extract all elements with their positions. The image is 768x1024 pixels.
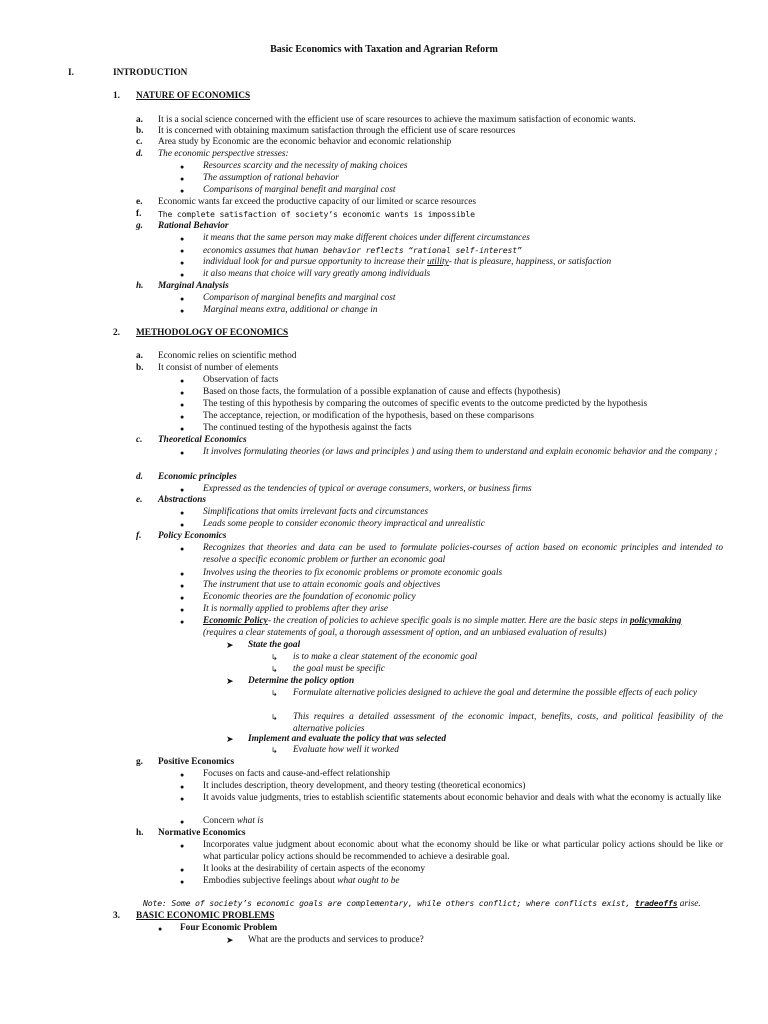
s2-g-item-1: Focuses on facts and cause-and-effect relationship	[203, 769, 390, 779]
bullet-icon: ●	[180, 187, 185, 195]
bullet-icon: ●	[180, 818, 185, 826]
arrow-icon: ➤	[226, 640, 234, 650]
s1-g-item-4: it also means that choice will vary greatly among individuals	[203, 269, 431, 279]
marker-f: f.	[136, 531, 142, 541]
bullet-icon: ●	[180, 271, 185, 279]
bullet-icon: ●	[180, 295, 185, 303]
s2-c-item-1: It involves formulating theories (or laws and principles ) and using them to understand and explain economic behavior and the company ;	[203, 447, 718, 457]
marker-f: f.	[136, 209, 142, 219]
s2-d-item-1: Expressed as the tendencies of typical or average consumers, workers, or business firms	[203, 484, 532, 494]
bullet-icon: ●	[180, 486, 185, 494]
marker-h: h.	[136, 828, 144, 838]
marker-e: e.	[136, 495, 143, 505]
policy-step-3-a: Evaluate how well it worked	[293, 745, 399, 755]
s2-f-item-6-cont: (requires a clear statements of goal, a thorough assessment of option, and an unbiased evaluation of results)	[203, 628, 607, 638]
bullet-icon: ●	[180, 545, 185, 553]
bullet-icon: ●	[180, 521, 185, 529]
part-title: INTRODUCTION	[113, 68, 188, 78]
marker-b: b.	[136, 126, 144, 136]
bullet-icon: ●	[180, 401, 185, 409]
s1-d-item-3: Comparisons of marginal benefit and marginal cost	[203, 185, 396, 195]
s1-item-a: It is a social science concerned with the efficient use of scare resources to achieve the maximum satisfaction of economic wants.	[158, 115, 636, 125]
marker-a: a.	[136, 115, 143, 125]
s1-item-f: The complete satisfaction of society’s economic wants is impossible	[158, 209, 475, 219]
bullet-icon: ●	[180, 449, 185, 457]
marker-e: e.	[136, 197, 143, 207]
policy-step-1-a: is to make a clear statement of the economic goal	[293, 652, 478, 662]
section-2-title: METHODOLOGY OF ECONOMICS	[136, 328, 289, 338]
s2-item-d: Economic principles	[158, 472, 237, 482]
policy-step-1-b: the goal must be specific	[293, 664, 385, 674]
section-3-number: 3.	[113, 911, 120, 921]
marker-a: a.	[136, 351, 143, 361]
policy-step-2-b: This requires a detailed assessment of the economic impact, benefits, costs, and political feasibility of the alternative policies	[293, 712, 723, 734]
sub-arrow-icon: ↳	[271, 746, 278, 755]
marker-c: c.	[136, 435, 143, 445]
s3-bullet-1: Four Economic Problem	[180, 923, 278, 933]
arrow-icon: ➤	[226, 734, 234, 744]
marker-d: d.	[136, 472, 143, 482]
sub-arrow-icon: ↳	[271, 713, 278, 722]
bullet-icon: ●	[180, 413, 185, 421]
bullet-icon: ●	[180, 594, 185, 602]
s1-g-item-3: individual look for and pursue opportunity to increase their utility- that is pleasure, happiness, or satisfaction	[203, 257, 612, 267]
document-title: Basic Economics with Taxation and Agrarian Reform	[270, 44, 498, 55]
section-2-number: 2.	[113, 328, 120, 338]
s2-f-item-1: Recognizes that theories and data can be used to formulate policies-courses of action based on economic principles and intended to resolve a specific economic problem or further an economic goal	[203, 543, 723, 565]
s2-e-item-2: Leads some people to consider economic theory impractical and unrealistic	[203, 519, 485, 529]
s1-item-e: Economic wants far exceed the productive capacity of our limited or scarce resources	[158, 197, 477, 207]
note-paragraph: Note: Some of society’s economic goals are complementary, while others conflict; where conflicts exist, tradeoffs arise.	[143, 898, 701, 909]
bullet-icon: ●	[180, 771, 185, 779]
s2-item-e: Abstractions	[158, 495, 207, 505]
s1-item-h: Marginal Analysis	[158, 281, 229, 291]
part-number: I.	[68, 68, 74, 78]
bullet-icon: ●	[180, 783, 185, 791]
arrow-icon: ➤	[226, 676, 234, 686]
s2-item-f: Policy Economics	[158, 531, 227, 541]
s2-h-item-3: Embodies subjective feelings about what ought to be	[203, 876, 400, 886]
s2-f-item-6: Economic Policy- the creation of policies to achieve specific goals is no simple matter. Here are the basic steps in policymaking	[203, 616, 682, 626]
s1-h-item-2: Marginal means extra, additional or change in	[203, 305, 378, 315]
s2-item-a: Economic relies on scientific method	[158, 351, 297, 361]
sub-arrow-icon: ↳	[271, 665, 278, 674]
s2-e-item-1: Simplifications that omits irrelevant facts and circumstances	[203, 507, 428, 517]
s3-question-1: What are the products and services to produce?	[248, 935, 424, 945]
s2-g-item-3: It avoids value judgments, tries to establish scientific statements about economic behavior and deals with what the economy is actually like	[203, 793, 722, 803]
s2-item-h: Normative Economics	[158, 828, 246, 838]
bullet-icon: ●	[180, 842, 185, 850]
sub-arrow-icon: ↳	[271, 653, 278, 662]
bullet-icon: ●	[158, 925, 163, 933]
s1-item-g: Rational Behavior	[158, 221, 229, 231]
bullet-icon: ●	[180, 259, 185, 267]
s1-g-item-1: it means that the same person may make different choices under different circumstances	[203, 233, 530, 243]
s1-item-d: The economic perspective stresses:	[158, 149, 289, 159]
s1-item-c: Area study by Economic are the economic behavior and economic relationship	[158, 137, 452, 147]
s2-b-item-3: The testing of this hypothesis by comparing the outcomes of specific events to the outcome predicted by the hypothesis	[203, 399, 648, 409]
bullet-icon: ●	[180, 247, 185, 255]
bullet-icon: ●	[180, 509, 185, 517]
s2-b-item-5: The continued testing of the hypothesis against the facts	[203, 423, 412, 433]
s2-f-item-2: Involves using the theories to fix economic problems or promote economic goals	[203, 568, 503, 578]
s2-b-item-1: Observation of facts	[203, 375, 279, 385]
bullet-icon: ●	[180, 582, 185, 590]
s1-d-item-2: The assumption of rational behavior	[203, 173, 339, 183]
bullet-icon: ●	[180, 163, 185, 171]
marker-b: b.	[136, 363, 144, 373]
marker-g: g.	[136, 221, 143, 231]
s2-g-item-2: It includes description, theory development, and theory testing (theoretical economics)	[203, 781, 526, 791]
policy-step-2-a: Formulate alternative policies designed to achieve the goal and determine the possible effects of each policy	[293, 688, 698, 698]
bullet-icon: ●	[180, 377, 185, 385]
marker-c: c.	[136, 137, 143, 147]
marker-g: g.	[136, 757, 143, 767]
s2-f-item-5: It is normally applied to problems after they arise	[203, 604, 389, 614]
bullet-icon: ●	[180, 425, 185, 433]
s2-b-item-2: Based on those facts, the formulation of a possible explanation of cause and effects (hypothesis)	[203, 387, 561, 397]
bullet-icon: ●	[180, 235, 185, 243]
bullet-icon: ●	[180, 570, 185, 578]
s2-b-item-4: The acceptance, rejection, or modification of the hypothesis, based on these comparisons	[203, 411, 534, 421]
bullet-icon: ●	[180, 307, 185, 315]
s2-item-g: Positive Economics	[158, 757, 235, 767]
bullet-icon: ●	[180, 175, 185, 183]
bullet-icon: ●	[180, 878, 185, 886]
bullet-icon: ●	[180, 606, 185, 614]
sub-arrow-icon: ↳	[271, 689, 278, 698]
bullet-icon: ●	[180, 866, 185, 874]
s2-f-item-4: Economic theories are the foundation of economic policy	[203, 592, 416, 602]
bullet-icon: ●	[180, 389, 185, 397]
s2-f-item-3: The instrument that use to attain economic goals and objectives	[203, 580, 441, 590]
s1-d-item-1: Resources scarcity and the necessity of making choices	[203, 161, 408, 171]
s1-item-b: It is concerned with obtaining maximum satisfaction through the efficient use of scare resources	[158, 126, 516, 136]
marker-h: h.	[136, 281, 144, 291]
s2-h-item-1: Incorporates value judgment about economic about what the economy should be like or what particular policy actions should be like or what particular policy actions should be recommended to achieve a desirable goal.	[203, 840, 723, 862]
section-1-number: 1.	[113, 91, 120, 101]
s2-g-item-4: Concern what is	[203, 816, 264, 826]
policy-step-2: Determine the policy option	[248, 676, 355, 686]
s1-h-item-1: Comparison of marginal benefits and marginal cost	[203, 293, 396, 303]
section-3-title: BASIC ECONOMIC PROBLEMS	[136, 911, 275, 921]
bullet-icon: ●	[180, 795, 185, 803]
section-1-title: NATURE OF ECONOMICS	[136, 91, 251, 101]
s2-item-c: Theoretical Economics	[158, 435, 247, 445]
s1-g-item-2: economics assumes that human behavior reflects “rational self-interest”	[203, 245, 522, 256]
bullet-icon: ●	[180, 618, 185, 626]
policy-step-3: Implement and evaluate the policy that was selected	[248, 734, 447, 744]
s2-h-item-2: It looks at the desirability of certain aspects of the economy	[203, 864, 426, 874]
policy-step-1: State the goal	[248, 640, 301, 650]
arrow-icon: ➤	[226, 935, 234, 945]
s2-item-b: It consist of number of elements	[158, 363, 279, 373]
marker-d: d.	[136, 149, 143, 159]
